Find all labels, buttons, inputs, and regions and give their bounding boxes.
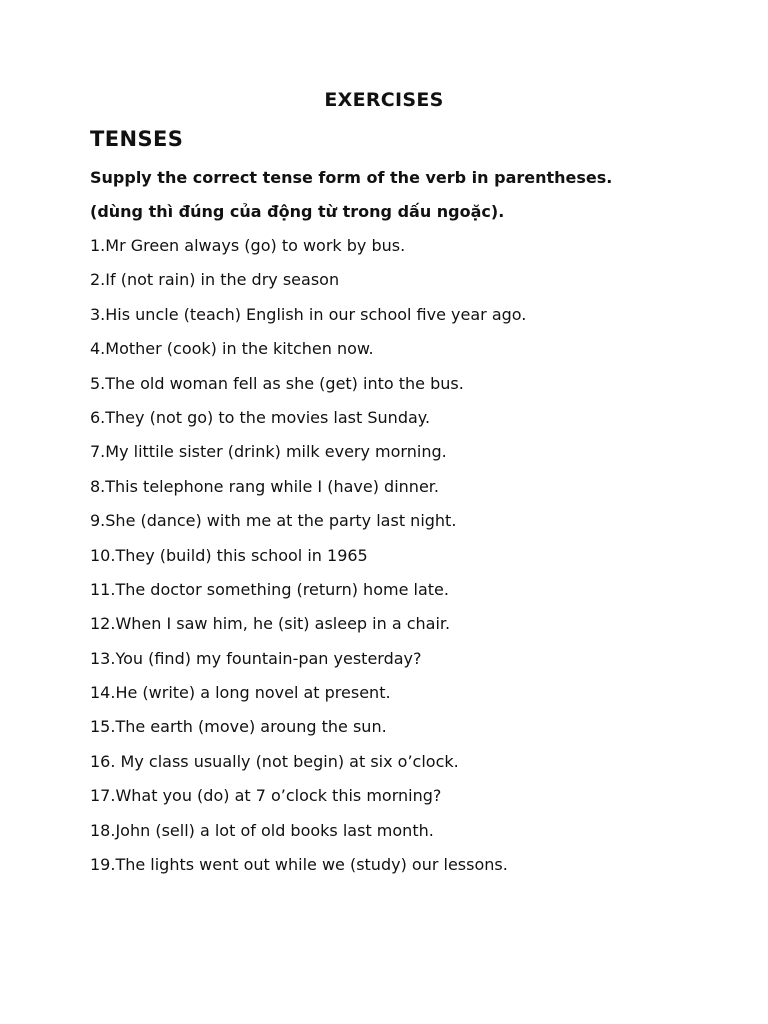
exercise-item: 3.His uncle (teach) English in our school five year ago. xyxy=(90,304,527,324)
exercise-item: 1.Mr Green always (go) to work by bus. xyxy=(90,236,406,255)
exercise-item: 15.The earth (move) aroung the sun. xyxy=(90,717,387,737)
exercise-item: 5.The old woman fell as she (get) into the bus. xyxy=(90,373,464,393)
exercise-item: 16. My class usually (not begin) at six o’clock. xyxy=(90,751,459,771)
exercise-item: 19.The lights went out while we (study) our lessons. xyxy=(90,855,508,875)
exercise-item: 6.They (not go) to the movies last Sunday. xyxy=(90,407,431,427)
instruction-english: Supply the correct tense form of the verb in parentheses. xyxy=(90,168,613,187)
exercise-item: 8.This telephone rang while I (have) dinner. xyxy=(90,476,439,496)
exercise-item: 7.My littile sister (drink) milk every morning. xyxy=(90,442,447,462)
exercise-item: 13.You (find) my fountain-pan yesterday? xyxy=(90,648,422,668)
exercise-item: 17.What you (do) at 7 o’clock this morning? xyxy=(90,786,442,806)
exercise-item: 12.When I saw him, he (sit) asleep in a chair. xyxy=(90,614,451,634)
exercise-item: 18.John (sell) a lot of old books last month. xyxy=(90,820,434,840)
section-title: TENSES xyxy=(90,127,184,151)
exercise-item: 14.He (write) a long novel at present. xyxy=(90,683,391,703)
exercise-item: 4.Mother (cook) in the kitchen now. xyxy=(90,339,374,359)
exercise-item: 9.She (dance) with me at the party last night. xyxy=(90,511,457,531)
exercise-list xyxy=(90,236,526,889)
exercise-item: 10.They (build) this school in 1965 xyxy=(90,545,368,565)
document-title: EXERCISES xyxy=(324,89,444,111)
exercise-item: 2.If (not rain) in the dry season xyxy=(90,270,340,290)
instruction-vietnamese: (dùng thì đúng của động từ trong dấu ngoặc). xyxy=(90,202,505,221)
exercise-item: 11.The doctor something (return) home late. xyxy=(90,579,449,599)
